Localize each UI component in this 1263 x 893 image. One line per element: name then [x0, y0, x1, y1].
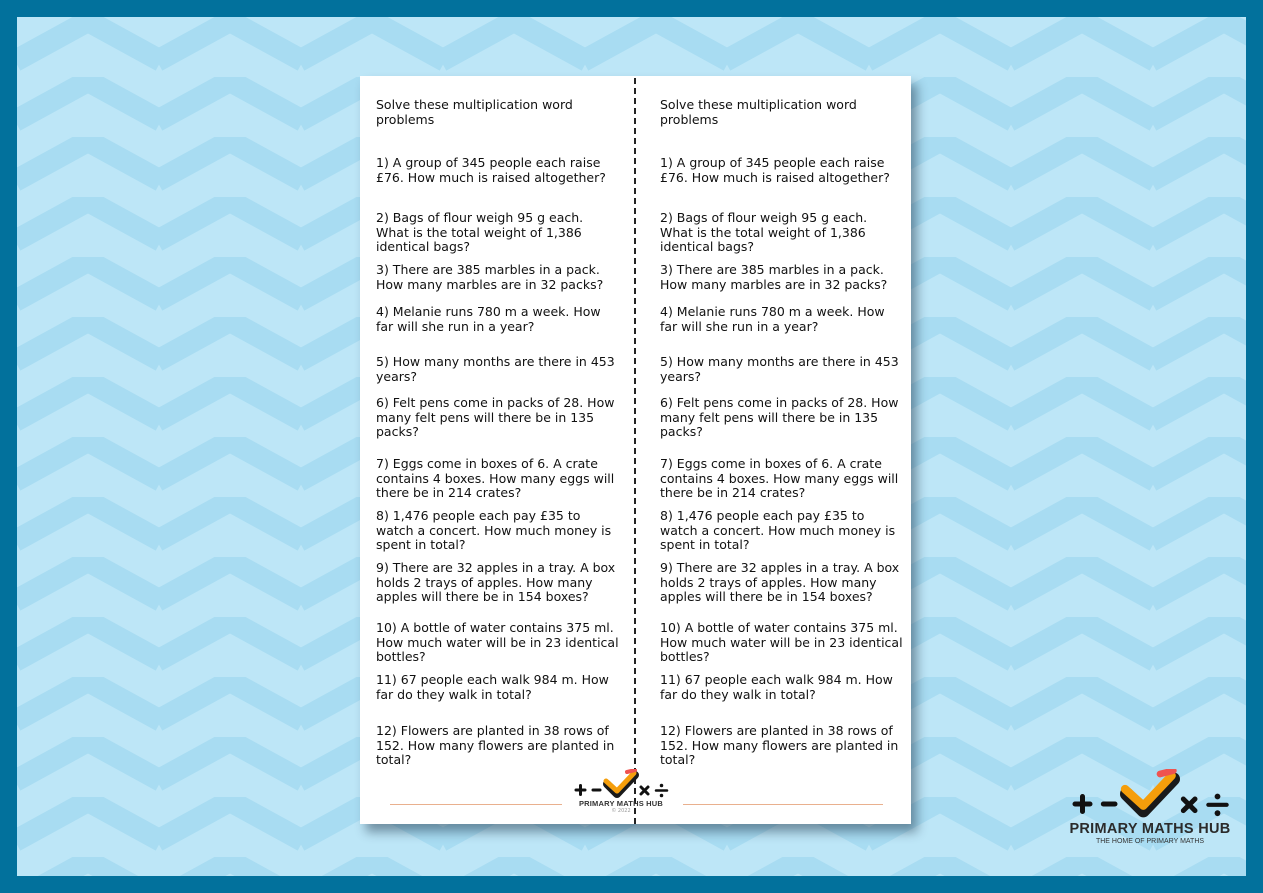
question-7: 7) Eggs come in boxes of 6. A crate contains 4 boxes. How many eggs will there be in 214 crates?: [660, 456, 899, 501]
math-symbols-check-icon: [571, 769, 671, 799]
footer-logo: [565, 769, 677, 819]
question-10: 10) A bottle of water contains 375 ml. How much water will be in 23 identical bottles?: [660, 620, 903, 665]
question-2: 2) Bags of flour weigh 95 g each. What is the total weight of 1,386 identical bags?: [376, 210, 584, 255]
question-11: 11) 67 people each walk 984 m. How far do they walk in total?: [660, 672, 893, 702]
question-9: 9) There are 32 apples in a tray. A box holds 2 trays of apples. How many apples will there be in 154 boxes?: [376, 560, 616, 605]
brand-logo: [1055, 769, 1245, 845]
brand-tagline: THE HOME OF PRIMARY MATHS: [1095, 838, 1205, 845]
question-3: 3) There are 385 marbles in a pack. How many marbles are in 32 packs?: [376, 262, 604, 292]
question-1: 1) A group of 345 people each raise £76. How much is raised altogether?: [376, 155, 606, 185]
question-6: 6) Felt pens come in packs of 28. How many felt pens will there be in 135 packs?: [376, 395, 615, 440]
question-7: 7) Eggs come in boxes of 6. A crate contains 4 boxes. How many eggs will there be in 214 crates?: [376, 456, 615, 501]
worksheet-column-right: [660, 76, 910, 824]
footer-rule-left: [390, 804, 562, 805]
worksheet-heading: Solve these multiplication word problems: [376, 97, 573, 127]
worksheet-sheet: [360, 76, 911, 824]
question-3: 3) There are 385 marbles in a pack. How many marbles are in 32 packs?: [660, 262, 888, 292]
question-5: 5) How many months are there in 453 years?: [660, 354, 899, 384]
question-5: 5) How many months are there in 453 years?: [376, 354, 615, 384]
question-9: 9) There are 32 apples in a tray. A box holds 2 trays of apples. How many apples will there be in 154 boxes?: [660, 560, 900, 605]
question-1: 1) A group of 345 people each raise £76. How much is raised altogether?: [660, 155, 890, 185]
question-11: 11) 67 people each walk 984 m. How far do they walk in total?: [376, 672, 609, 702]
question-6: 6) Felt pens come in packs of 28. How many felt pens will there be in 135 packs?: [660, 395, 899, 440]
brand-name: PRIMARY MATHS HUB: [1069, 821, 1231, 837]
question-12: 12) Flowers are planted in 38 rows of 152. How many flowers are planted in total?: [376, 723, 615, 768]
cut-line: [634, 78, 636, 824]
footer-brand: PRIMARY MATHS HUB: [578, 799, 664, 808]
question-2: 2) Bags of flour weigh 95 g each. What is the total weight of 1,386 identical bags?: [660, 210, 868, 255]
question-4: 4) Melanie runs 780 m a week. How far will she run in a year?: [376, 304, 601, 334]
footer-rule-right: [683, 804, 883, 805]
worksheet-heading: Solve these multiplication word problems: [660, 97, 857, 127]
question-4: 4) Melanie runs 780 m a week. How far will she run in a year?: [660, 304, 885, 334]
question-12: 12) Flowers are planted in 38 rows of 152. How many flowers are planted in total?: [660, 723, 899, 768]
background-frame: [17, 17, 1246, 876]
math-symbols-check-icon: [1065, 769, 1235, 819]
question-8: 8) 1,476 people each pay £35 to watch a concert. How much money is spent in total?: [376, 508, 612, 553]
question-10: 10) A bottle of water contains 375 ml. How much water will be in 23 identical bottles?: [376, 620, 619, 665]
worksheet-column-left: [376, 76, 626, 824]
question-8: 8) 1,476 people each pay £35 to watch a concert. How much money is spent in total?: [660, 508, 896, 553]
footer-copyright: © 2022: [611, 808, 631, 814]
